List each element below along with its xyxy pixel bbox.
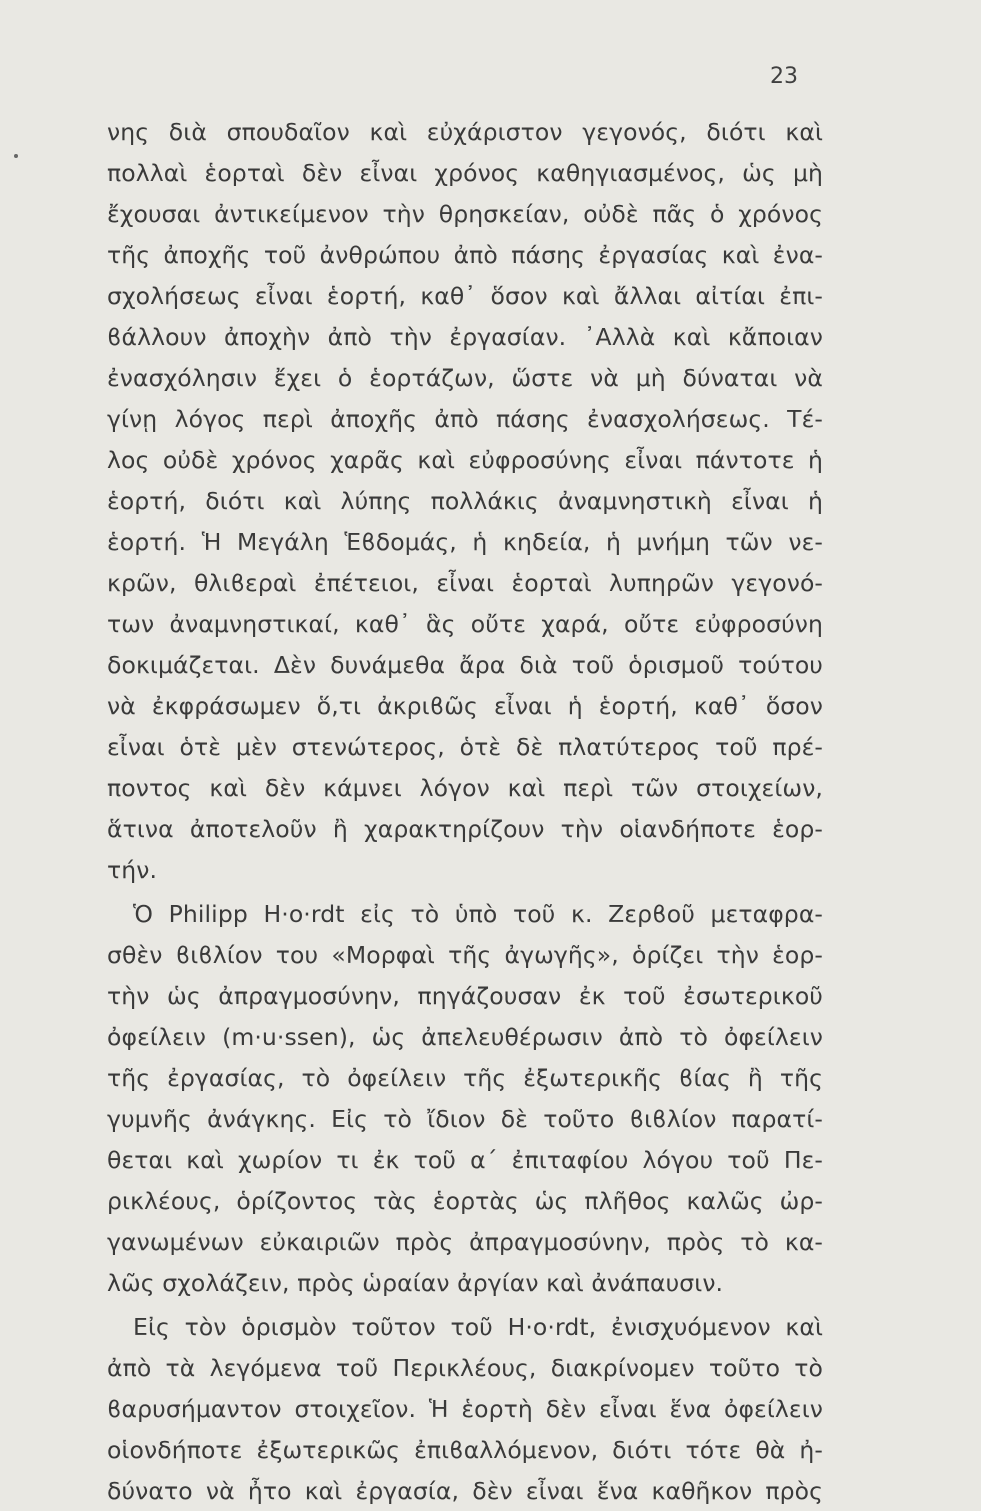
text-line: δύνατο νὰ ἦτο καὶ ἐργασία, δὲν εἶναι ἕνα καθῆκον πρὸς bbox=[107, 1477, 823, 1505]
text-line: ἑορτή. Ἡ Μεγάλη Ἑϐδομάς, ἡ κηδεία, ἡ μνήμη τῶν νε- bbox=[107, 528, 823, 556]
text-line: ϐάλλουν ἀποχὴν ἀπὸ τὴν ἐργασίαν. ᾿Αλλὰ καὶ κἄποιαν bbox=[107, 323, 823, 351]
text-line: ϐαρυσήμαντον στοιχεῖον. Ἡ ἑορτὴ δὲν εἶναι ἕνα ὀφείλειν bbox=[107, 1395, 823, 1423]
text-line: ἀπὸ τὰ λεγόμενα τοῦ Περικλέους, διακρίνομεν τοῦτο τὸ bbox=[107, 1354, 823, 1382]
text-line: Ὁ Philipp H·o·rdt εἰς τὸ ὑπὸ τοῦ κ. Ζερϐοῦ μεταφρα- bbox=[133, 900, 823, 928]
margin-dot-mark bbox=[14, 154, 18, 158]
text-line: σχολήσεως εἶναι ἑορτή, καθ᾽ ὅσον καὶ ἄλλαι αἰτίαι ἐπι- bbox=[107, 282, 823, 310]
text-line: θεται καὶ χωρίον τι ἐκ τοῦ α΄ ἐπιταφίου λόγου τοῦ Πε- bbox=[107, 1146, 823, 1174]
text-line: τὴν ὡς ἀπραγμοσύνην, πηγάζουσαν ἐκ τοῦ ἐσωτερικοῦ bbox=[107, 982, 823, 1010]
text-line: Εἰς τὸν ὁρισμὸν τοῦτον τοῦ H·o·rdt, ἐνισχυόμενον καὶ bbox=[133, 1313, 823, 1341]
text-line: τῆς ἐργασίας, τὸ ὀφείλειν τῆς ἐξωτερικῆς ϐίας ἢ τῆς bbox=[107, 1064, 823, 1092]
text-line: γυμνῆς ἀνάγκης. Εἰς τὸ ἴδιον δὲ τοῦτο ϐιϐλίον παρατί- bbox=[107, 1105, 823, 1133]
text-line: ρικλέους, ὁρίζοντος τὰς ἑορτὰς ὡς πλῆθος καλῶς ὠρ- bbox=[107, 1187, 823, 1215]
text-line: εἶναι ὁτὲ μὲν στενώτερος, ὁτὲ δὲ πλατύτερος τοῦ πρέ- bbox=[107, 733, 823, 761]
text-line: τῆς ἀποχῆς τοῦ ἀνθρώπου ἀπὸ πάσης ἐργασίας καὶ ἐνα- bbox=[107, 241, 823, 269]
text-line: νὰ ἐκφράσωμεν ὅ,τι ἀκριϐῶς εἶναι ἡ ἑορτή, καθ᾽ ὅσον bbox=[107, 692, 823, 720]
text-line: ποντος καὶ δὲν κάμνει λόγον καὶ περὶ τῶν στοιχείων, bbox=[107, 774, 823, 802]
text-line: ἑορτή, διότι καὶ λύπης πολλάκις ἀναμνηστικὴ εἶναι ἡ bbox=[107, 487, 823, 515]
text-line: γανωμένων εὐκαιριῶν πρὸς ἀπραγμοσύνην, πρὸς τὸ κα- bbox=[107, 1228, 823, 1256]
text-line: σθὲν ϐιϐλίον του «Μορφαὶ τῆς ἀγωγῆς», ὁρίζει τὴν ἑορ- bbox=[107, 941, 823, 969]
text-line: γίνῃ λόγος περὶ ἀποχῆς ἀπὸ πάσης ἐνασχολήσεως. Τέ- bbox=[107, 405, 823, 433]
text-line: δοκιμάζεται. Δὲν δυνάμεθα ἄρα διὰ τοῦ ὁρισμοῦ τούτου bbox=[107, 651, 823, 679]
text-line: νης διὰ σπουδαῖον καὶ εὐχάριστον γεγονός, διότι καὶ bbox=[107, 118, 823, 146]
text-line: ἔχουσαι ἀντικείμενον τὴν θρησκείαν, οὐδὲ πᾶς ὁ χρόνος bbox=[107, 200, 823, 228]
page-number: 23 bbox=[770, 64, 798, 89]
text-line: οἱονδήποτε ἐξωτερικῶς ἐπιϐαλλόμενον, διότι τότε θὰ ἠ- bbox=[107, 1436, 823, 1464]
text-line: λῶς σχολάζειν, πρὸς ὡραίαν ἀργίαν καὶ ἀνάπαυσιν. bbox=[107, 1269, 724, 1297]
text-line: ἅτινα ἀποτελοῦν ἢ χαρακτηρίζουν τὴν οἱανδήποτε ἑορ- bbox=[107, 815, 823, 843]
text-line: τήν. bbox=[107, 856, 158, 884]
text-line: λος οὐδὲ χρόνος χαρᾶς καὶ εὐφροσύνης εἶναι πάντοτε ἡ bbox=[107, 446, 823, 474]
text-line: ἐνασχόλησιν ἔχει ὁ ἑορτάζων, ὥστε νὰ μὴ δύναται νὰ bbox=[107, 364, 823, 392]
text-line: των ἀναμνηστικαί, καθ᾽ ἃς οὔτε χαρά, οὔτε εὐφροσύνη bbox=[107, 610, 823, 638]
text-line: πολλαὶ ἑορταὶ δὲν εἶναι χρόνος καθηγιασμένος, ὡς μὴ bbox=[107, 159, 823, 187]
text-line: ὀφείλειν (m·u·ssen), ὡς ἀπελευθέρωσιν ἀπὸ τὸ ὀφείλειν bbox=[107, 1023, 823, 1051]
text-line: κρῶν, θλιϐεραὶ ἐπέτειοι, εἶναι ἑορταὶ λυπηρῶν γεγονό- bbox=[107, 569, 823, 597]
